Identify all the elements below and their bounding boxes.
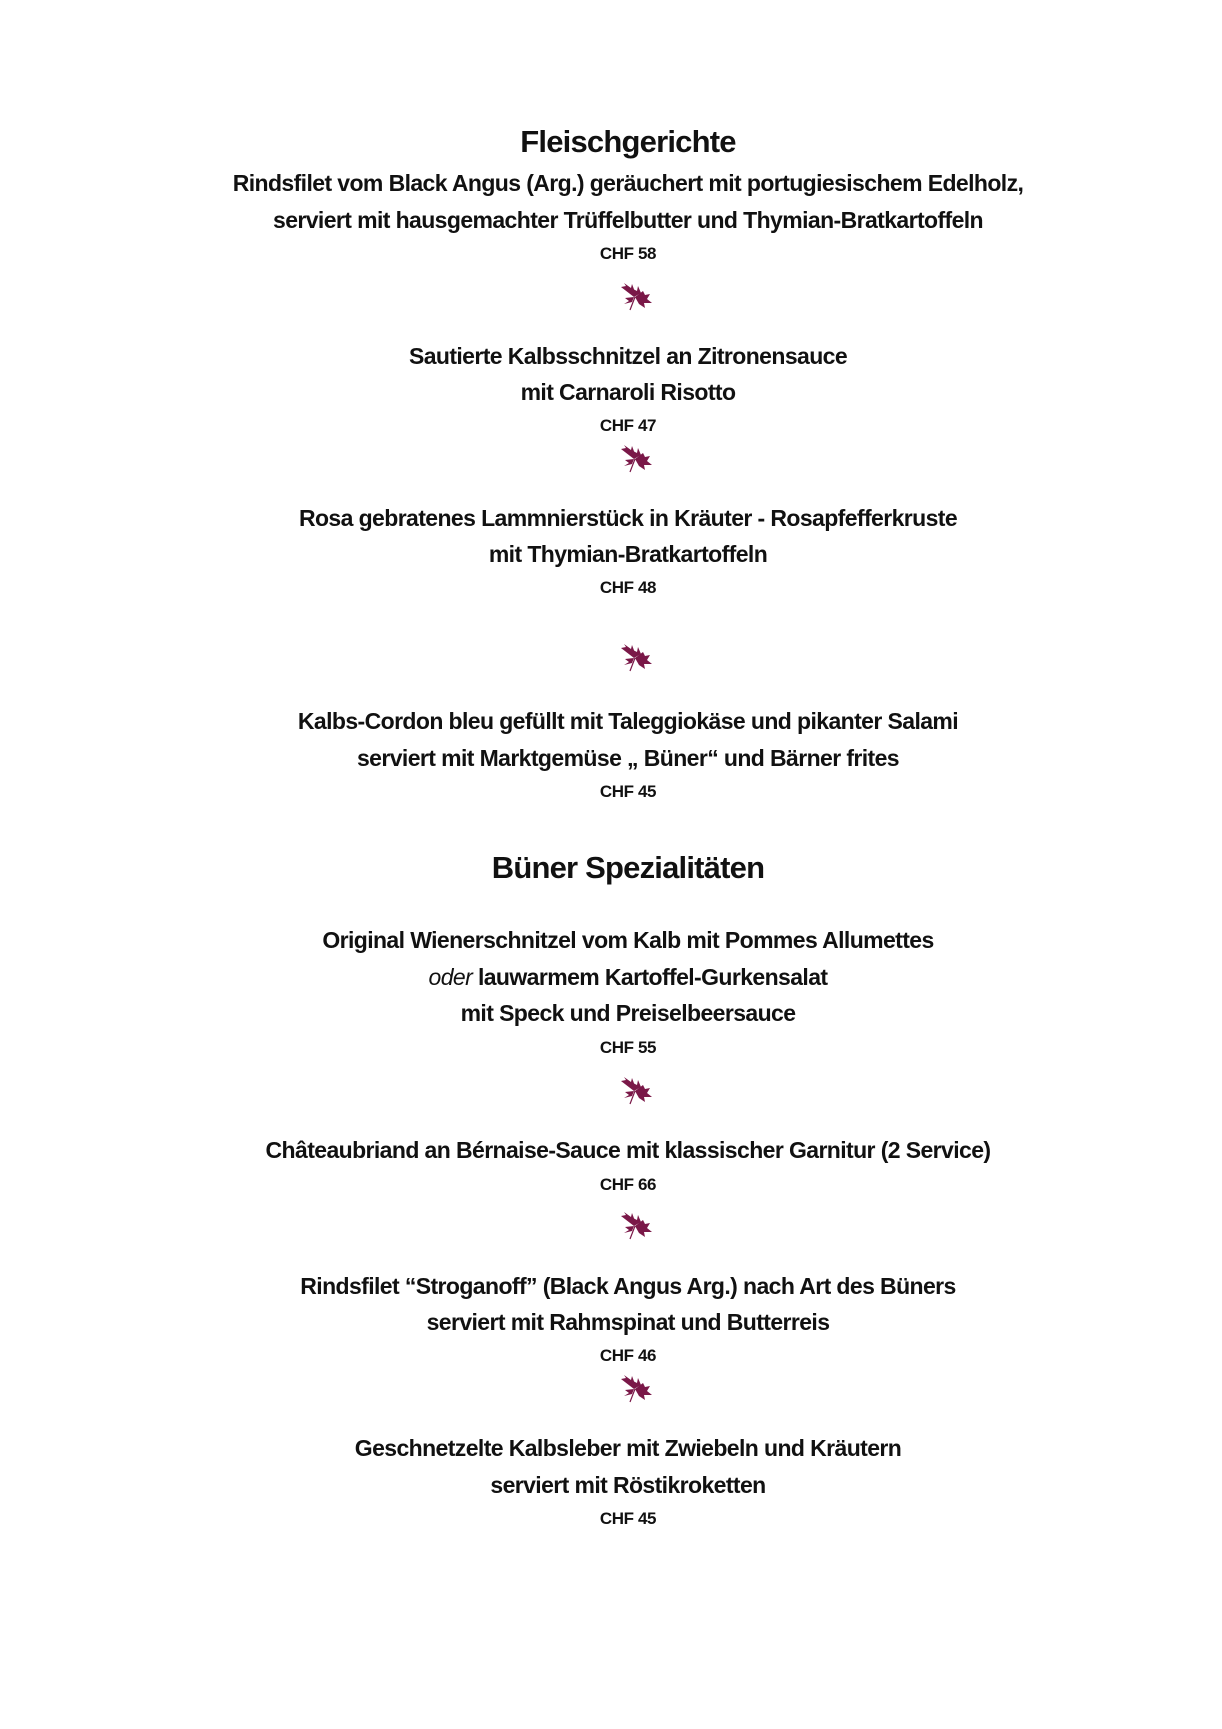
dish-description: Rindsfilet vom Black Angus (Arg.) geräuchert mit portugiesischem Edelholz, bbox=[232, 170, 1024, 196]
section-title: Büner Spezialitäten bbox=[491, 850, 765, 885]
leaf-divider-icon bbox=[617, 445, 653, 473]
dish-description: serviert mit Rahmspinat und Butterreis bbox=[426, 1309, 830, 1335]
dish-price: CHF 55 bbox=[599, 1038, 657, 1057]
dish-price: CHF 66 bbox=[599, 1175, 657, 1194]
section-title: Fleischgerichte bbox=[520, 124, 736, 159]
dish-description: serviert mit hausgemachter Trüffelbutter und Thymian-Bratkartoffeln bbox=[273, 207, 983, 233]
dish-description: Geschnetzelte Kalbsleber mit Zwiebeln und Kräutern bbox=[354, 1435, 902, 1461]
dish-price: CHF 47 bbox=[599, 416, 657, 435]
dish-description: mit Thymian-Bratkartoffeln bbox=[488, 541, 768, 567]
dish-price: CHF 58 bbox=[599, 244, 657, 263]
dish-price: CHF 45 bbox=[599, 1509, 657, 1528]
dish-description: Châteaubriand an Bérnaise-Sauce mit klassischer Garnitur (2 Service) bbox=[265, 1137, 991, 1163]
leaf-divider-icon bbox=[617, 283, 653, 311]
dish-description: mit Carnaroli Risotto bbox=[520, 379, 736, 405]
dish-price: CHF 48 bbox=[599, 578, 657, 597]
dish-description: serviert mit Röstikroketten bbox=[490, 1472, 766, 1498]
dish-description: serviert mit Marktgemüse „ Büner“ und Bärner frites bbox=[356, 745, 899, 771]
leaf-divider-icon bbox=[617, 1375, 653, 1403]
leaf-divider-icon bbox=[617, 644, 653, 672]
dish-description: Rosa gebratenes Lammnierstück in Kräuter - Rosapfefferkruste bbox=[298, 505, 958, 531]
dish-description bbox=[0, 964, 1222, 991]
dish-description-text: lauwarmem Kartoffel-Gurkensalat bbox=[477, 964, 828, 990]
dish-price: CHF 45 bbox=[599, 782, 657, 801]
dish-italic-prefix: oder bbox=[428, 964, 473, 990]
dish-description: mit Speck und Preiselbeersauce bbox=[460, 1000, 796, 1026]
leaf-divider-icon bbox=[617, 1212, 653, 1240]
dish-description: Sautierte Kalbsschnitzel an Zitronensauce bbox=[408, 343, 848, 369]
leaf-divider-icon bbox=[617, 1077, 653, 1105]
dish-description: Original Wienerschnitzel vom Kalb mit Pommes Allumettes bbox=[322, 927, 934, 953]
dish-price: CHF 46 bbox=[599, 1346, 657, 1365]
dish-description: Kalbs-Cordon bleu gefüllt mit Taleggiokäse und pikanter Salami bbox=[297, 708, 959, 734]
dish-description: Rindsfilet “Stroganoff” (Black Angus Arg.) nach Art des Büners bbox=[300, 1273, 956, 1299]
